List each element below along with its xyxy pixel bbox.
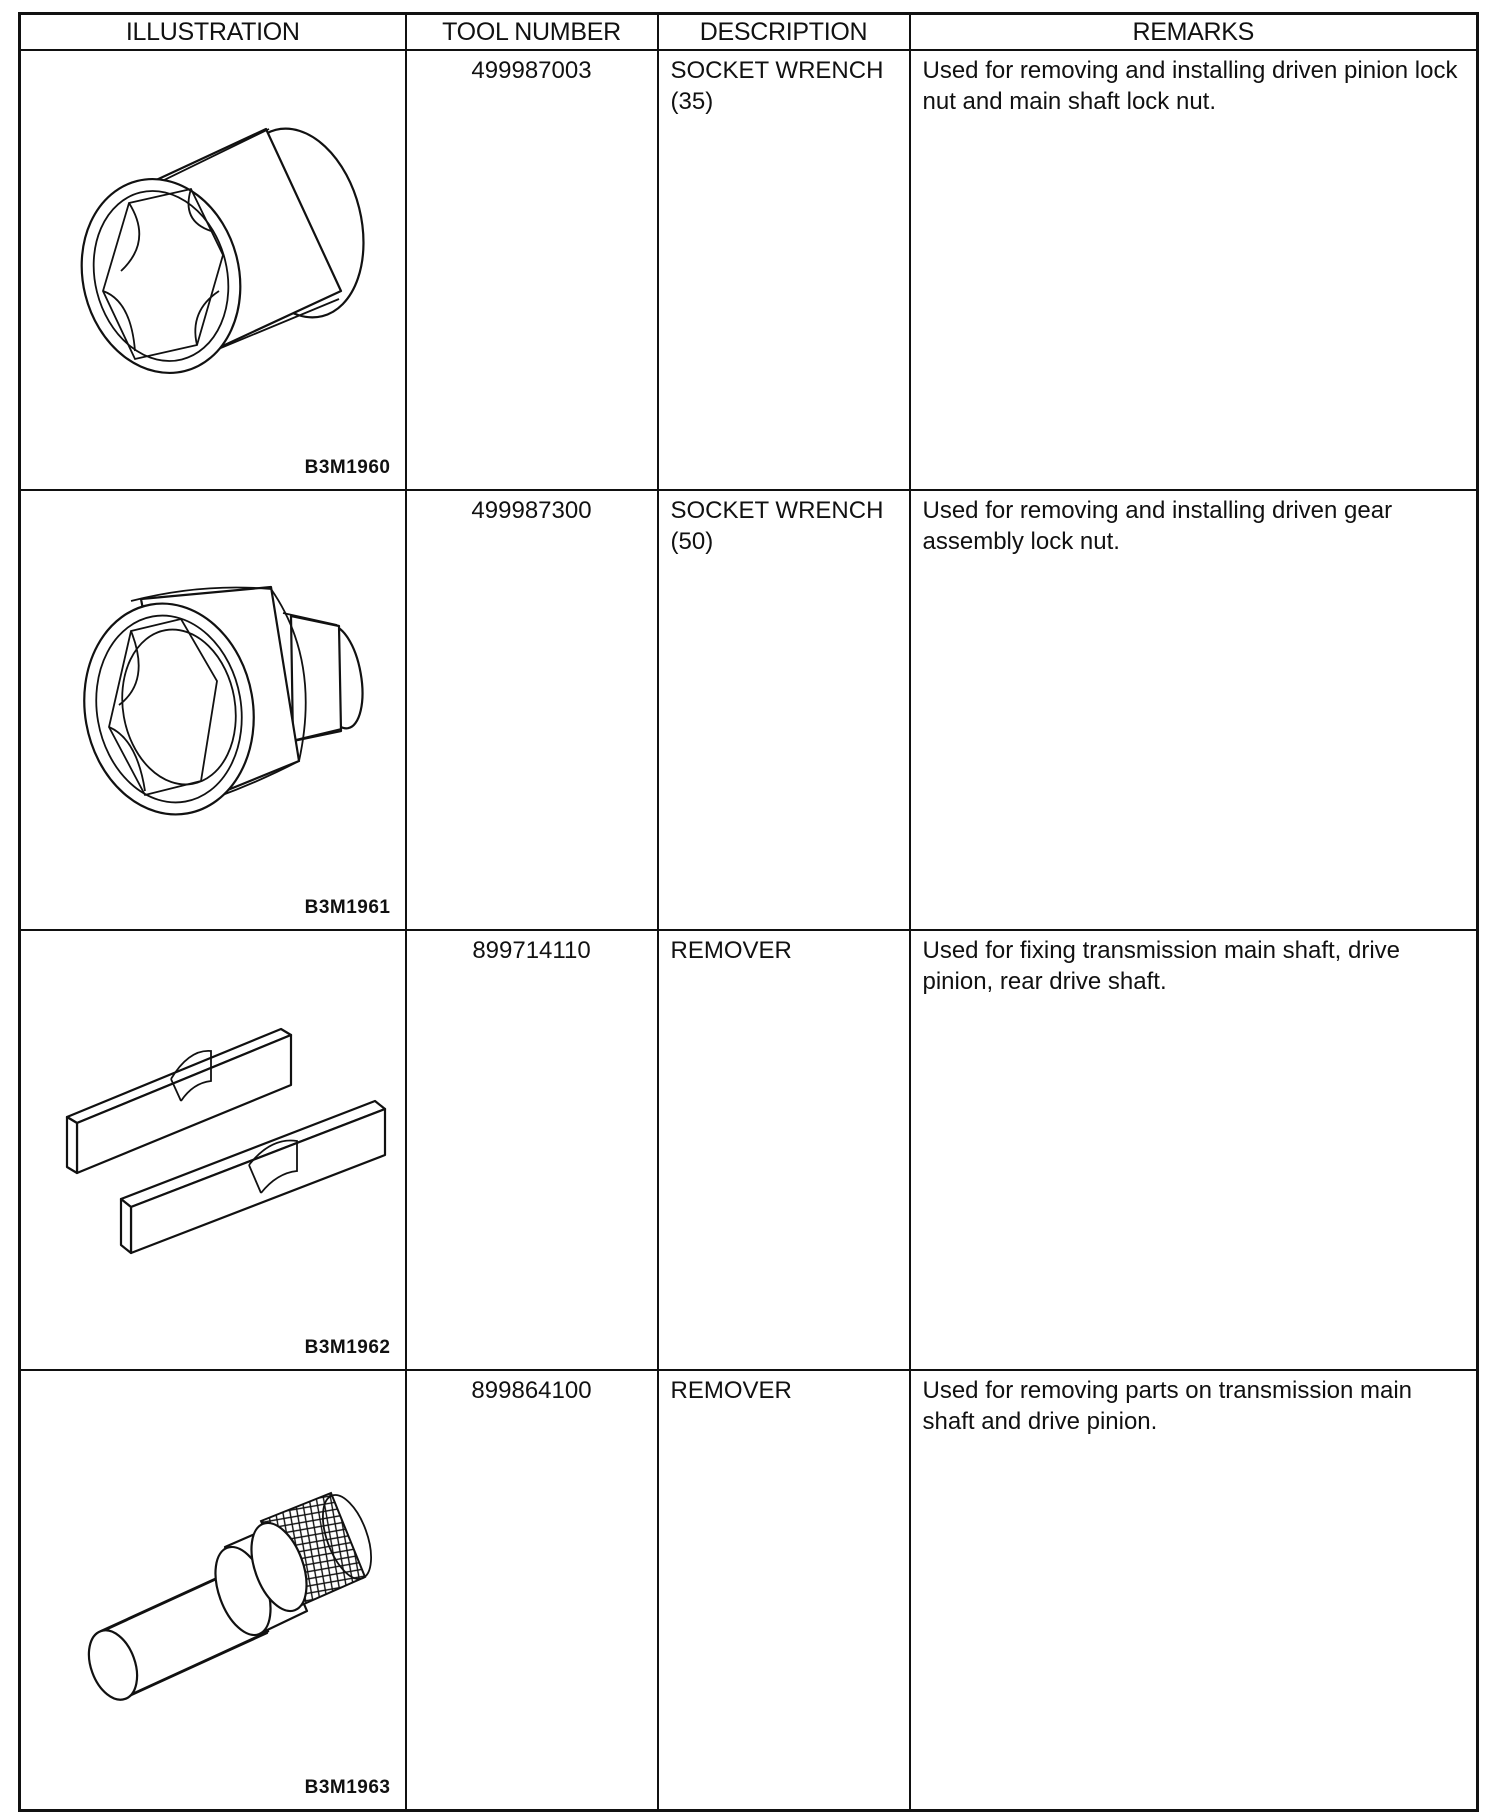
tool-number-cell: 899714110 (406, 930, 658, 1370)
table-header-row (20, 14, 1478, 51)
table-row (20, 1370, 1478, 1811)
table-row (20, 50, 1478, 490)
remarks-cell: Used for removing and installing driven gear assembly lock nut. (910, 490, 1478, 930)
description-text: REMOVER (670, 1377, 792, 1404)
table-row (20, 930, 1478, 1370)
illustration-cell (20, 930, 406, 1370)
illustration-cell (20, 50, 406, 490)
description-text: REMOVER (670, 937, 792, 964)
description-cell (658, 1370, 910, 1811)
remover-plates-icon (21, 931, 407, 1365)
description-text: SOCKET WRENCH (670, 57, 884, 84)
remarks-cell: Used for removing parts on transmission main shaft and drive pinion. (910, 1370, 1478, 1811)
description-text: SOCKET WRENCH (670, 497, 884, 524)
illustration-ref: B3M1963 (304, 1777, 391, 1798)
socket-wrench-35-icon (21, 51, 407, 485)
illustration-cell (20, 1370, 406, 1811)
header-tool-number: TOOL NUMBER (406, 14, 658, 51)
remover-knurled-pin-icon (21, 1371, 407, 1805)
illustration-cell (20, 490, 406, 930)
special-tools-table (18, 12, 1479, 1812)
description-cell (658, 930, 910, 1370)
description-size: (35) (670, 88, 714, 115)
table-row (20, 490, 1478, 930)
description-cell (658, 50, 910, 490)
tool-number-cell: 499987003 (406, 50, 658, 490)
illustration-ref: B3M1960 (304, 457, 391, 478)
remarks-cell: Used for fixing transmission main shaft, drive pinion, rear drive shaft. (910, 930, 1478, 1370)
tool-number-cell: 899864100 (406, 1370, 658, 1811)
header-description: DESCRIPTION (658, 14, 910, 51)
socket-wrench-50-icon (21, 491, 407, 925)
remarks-cell: Used for removing and installing driven pinion lock nut and main shaft lock nut. (910, 50, 1478, 490)
tool-number-cell: 499987300 (406, 490, 658, 930)
description-cell (658, 490, 910, 930)
header-illustration: ILLUSTRATION (20, 14, 406, 51)
description-size: (50) (670, 528, 714, 555)
header-remarks: REMARKS (910, 14, 1478, 51)
illustration-ref: B3M1962 (304, 1337, 391, 1358)
illustration-ref: B3M1961 (304, 897, 391, 918)
